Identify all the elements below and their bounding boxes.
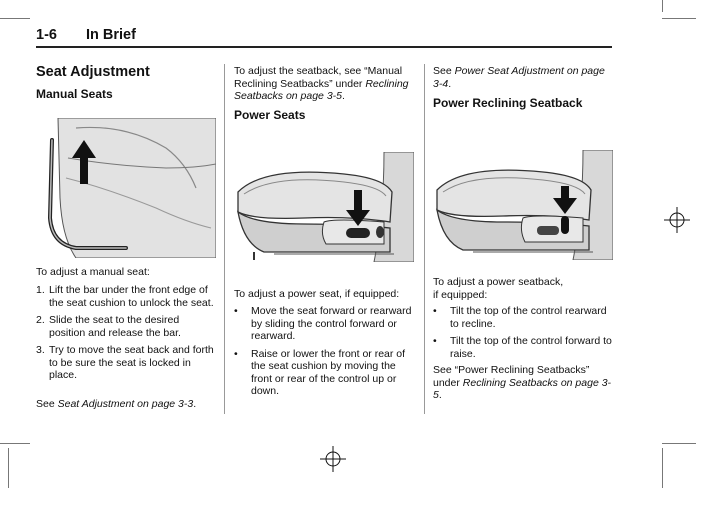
power-seat-control-icon [346,228,370,238]
crop-mark [662,0,663,12]
registration-mark-icon [318,444,348,474]
list-item: 2. Slide the seat to the desired position and release the bar. [36,314,181,339]
power-seat-reference: See Power Seat Adjustment on page 3-4. [433,65,605,90]
crop-mark [662,448,663,488]
column-divider-1 [224,64,225,414]
registration-mark-icon [662,205,692,235]
list-item: 3. Try to move the seat back and forth to be sure the seat is locked in place. [36,344,214,381]
cross-reference-link[interactable]: Power Seat Adjustment on page 3-4 [433,65,605,90]
reclining-seatbacks-reference: See “Power Reclining Seatbacks” under Reclining Seatbacks on page 3-5. [433,364,612,401]
power-seat-intro: To adjust a power seat, if equipped: [234,288,400,300]
crop-mark [662,443,696,444]
header-rule [36,46,612,48]
section-title: In Brief [86,27,136,43]
cross-reference-link[interactable]: Seat Adjustment on page 3-3 [57,398,194,410]
list-item: • Tilt the top of the control forward to raise. [433,335,612,360]
page-number: 1-6 [36,27,57,43]
column-divider-2 [424,64,425,414]
manual-seats-heading: Manual Seats [36,87,113,101]
manual-seat-illustration [36,118,216,258]
power-seatback-intro: To adjust a power seatback, if equipped: [433,276,564,301]
power-recline-illustration [433,150,613,260]
crop-mark [0,18,30,19]
power-seatback-bullets [433,305,615,365]
power-seats-heading: Power Seats [234,108,306,122]
crop-mark [0,443,30,444]
crop-mark [8,448,9,488]
power-seat-bullets [234,305,414,403]
seatback-lead-text: To adjust the seatback, see “Manual Reclining Seatbacks” under Reclining Seatbacks on page 3-5. [234,65,409,102]
recline-control-icon [561,216,569,234]
manual-seat-intro: To adjust a manual seat: [36,266,150,278]
list-item: • Tilt the top of the control rearward to recline. [433,305,607,330]
power-seat-illustration [234,152,414,262]
power-reclining-heading: Power Reclining Seatback [433,96,583,110]
crop-mark [662,18,696,19]
cross-reference-link[interactable]: Reclining Seatbacks on page 3-5 [234,77,409,102]
list-item: • Raise or lower the front or rear of the seat cushion by moving the front or rear of the control up or down. [234,347,406,397]
cross-reference-link[interactable]: Reclining Seatbacks on page 3-5 [433,376,612,401]
list-item: 1. Lift the bar under the front edge of the seat cushion to unlock the seat. [36,284,214,309]
list-item: • Move the seat forward or rearward by sliding the control forward or rearward. [234,305,412,342]
seat-adjustment-heading: Seat Adjustment [36,64,150,80]
manual-seat-steps [36,284,214,387]
seat-adjustment-reference: See Seat Adjustment on page 3-3. [36,398,197,410]
